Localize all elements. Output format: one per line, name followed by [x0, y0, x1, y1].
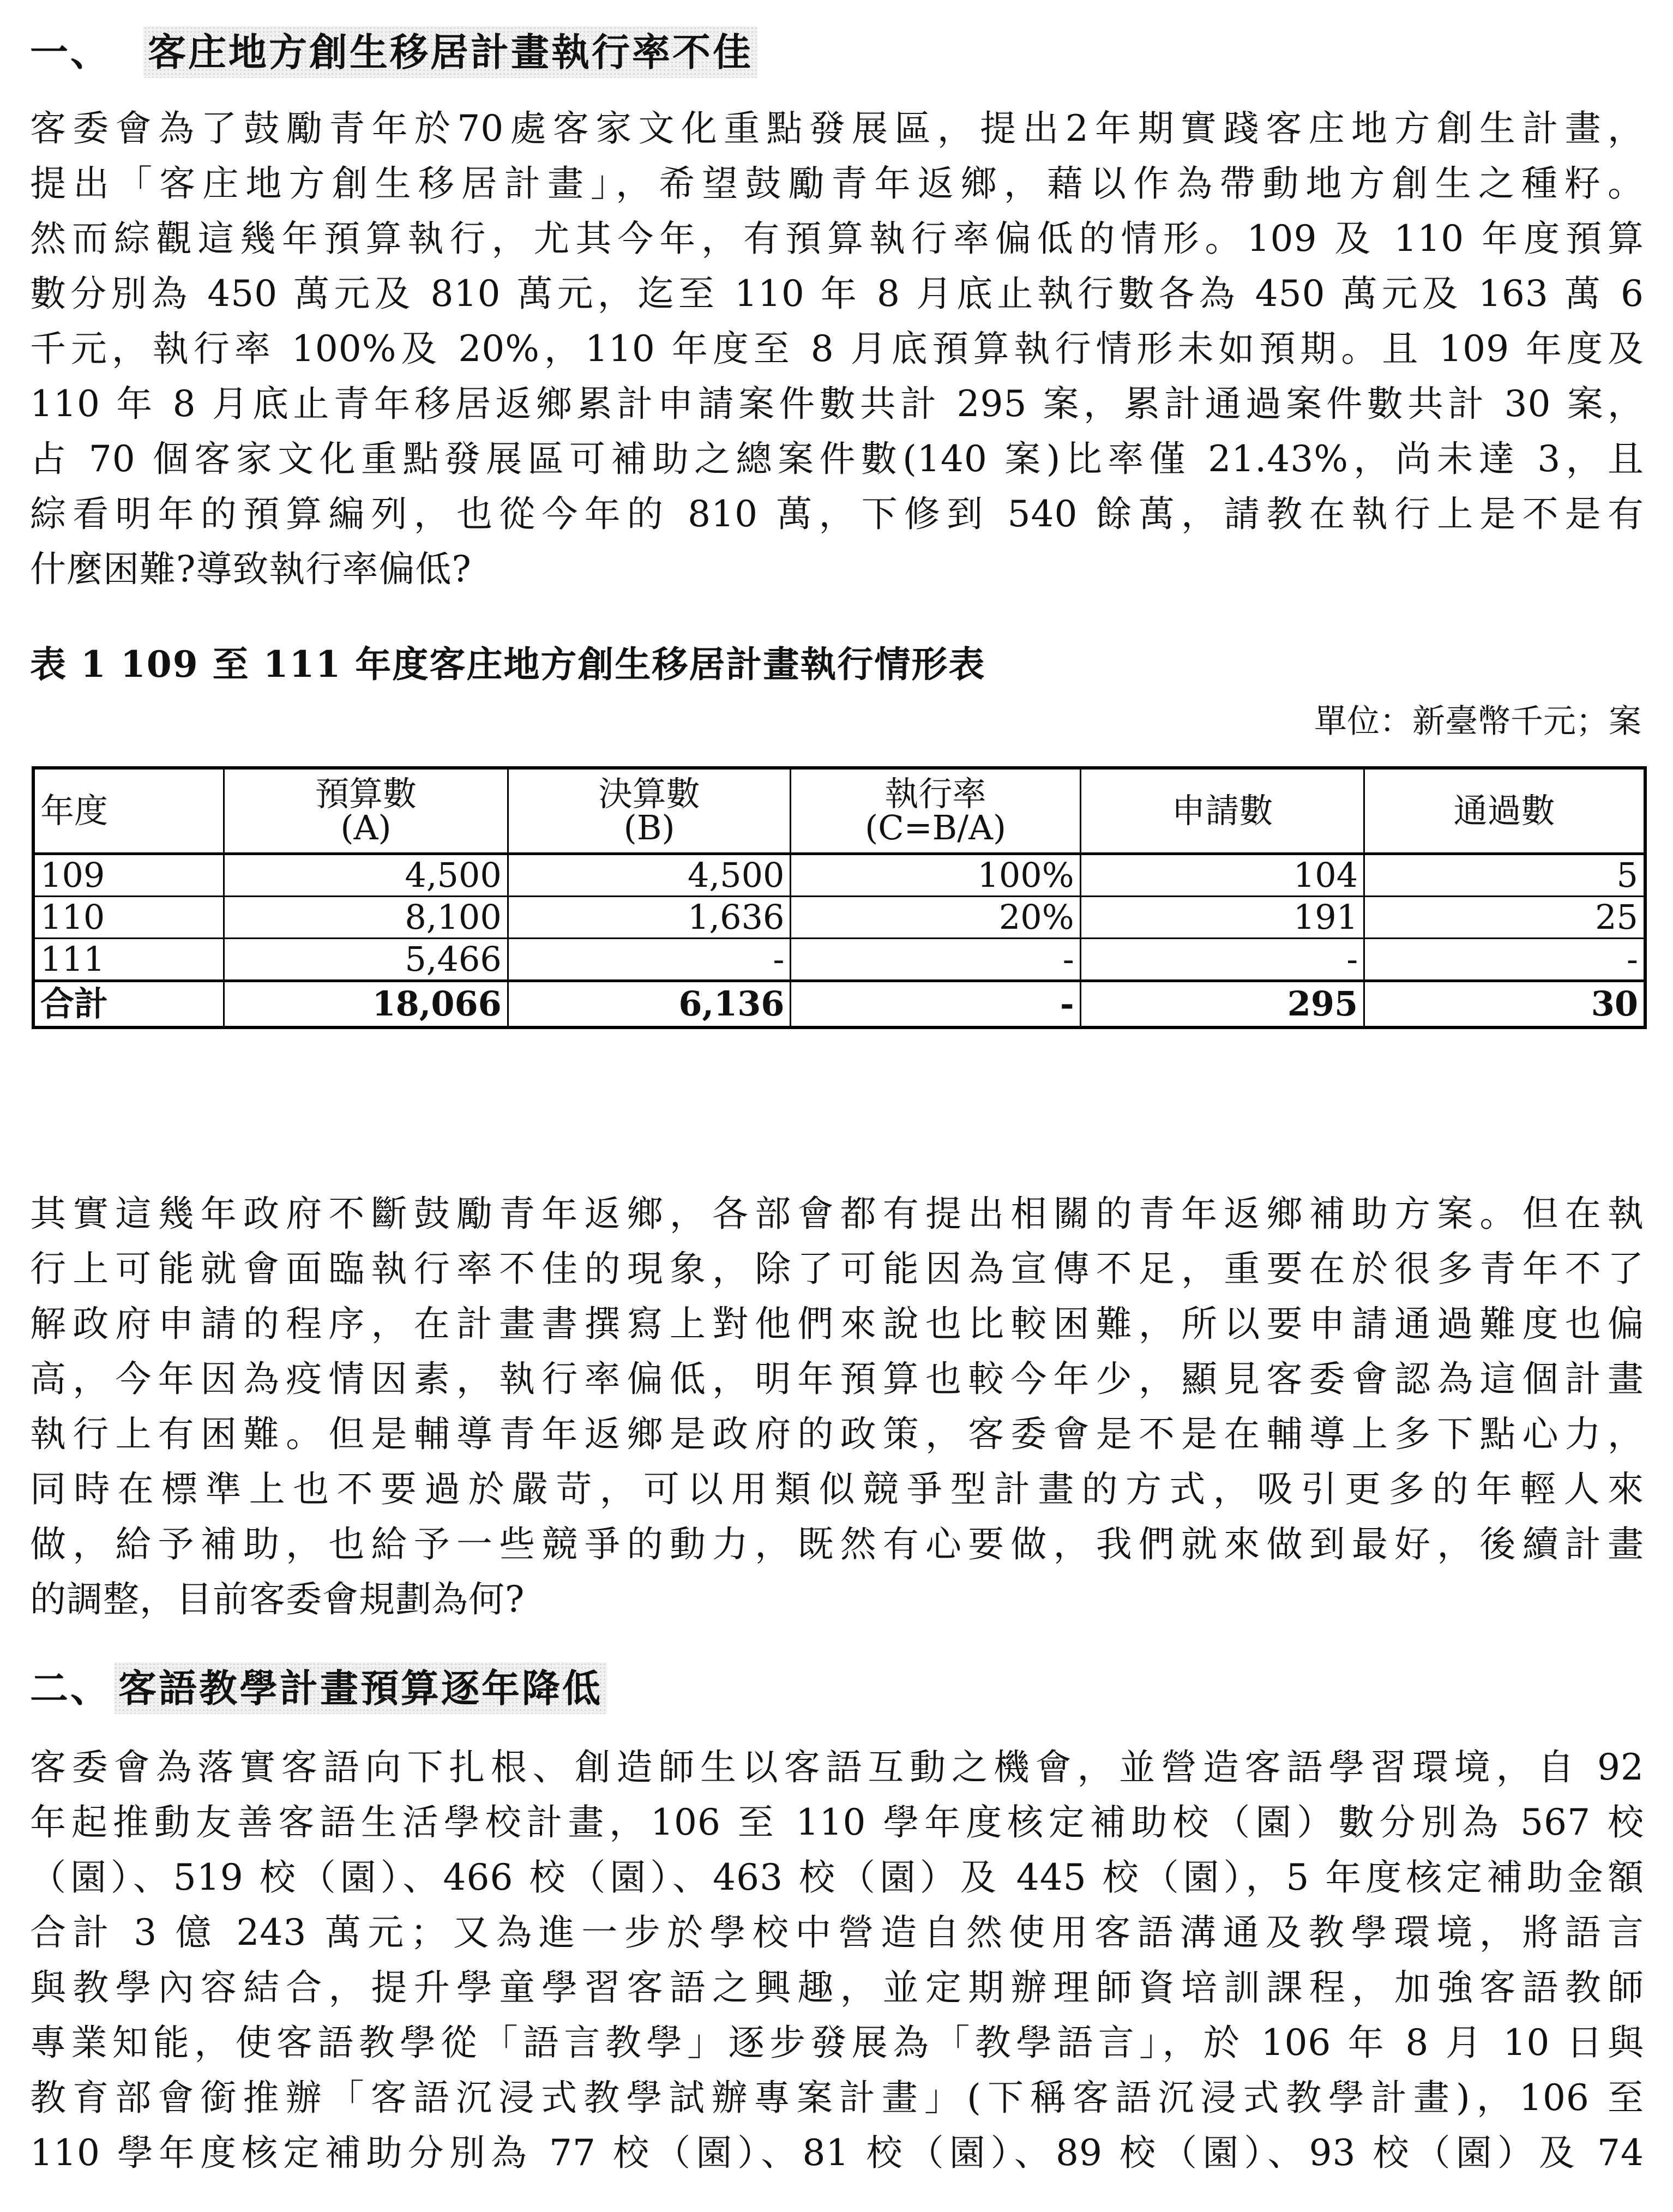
- paragraph-line: 提出「客庄地方創生移居計畫」，希望鼓勵青年返鄉，藉以作為帶動地方創生之種籽。: [30, 163, 1644, 205]
- section-1-number: 一、: [30, 29, 111, 75]
- header-year: 年度: [33, 768, 224, 854]
- cell-final: 1,636: [508, 897, 791, 939]
- paragraph-line: 110 年 8 月底止青年移居返鄉累計申請案件數共計 295 案，累計通過案件數共計 30 案，: [30, 383, 1644, 425]
- cell-total-exec-rate: -: [791, 981, 1080, 1028]
- section-1-paragraph: [30, 101, 1644, 597]
- header-applications: 申請數: [1080, 768, 1364, 854]
- paragraph-line: 合計 3 億 243 萬元；又為進一步於學校中營造自然使用客語溝通及教學環境，將語言: [30, 1912, 1644, 1953]
- header-final: 決算數 (B): [508, 768, 791, 854]
- cell-budget: 5,466: [224, 939, 508, 981]
- section-2-heading: [30, 1658, 607, 1713]
- paragraph-line: 教育部會銜推辦「客語沉浸式教學試辦專案計畫」(下稱客語沉浸式教學計畫)，106 至: [30, 2077, 1644, 2119]
- paragraph-line: 行上可能就會面臨執行率不佳的現象，除了可能因為宣傳不足，重要在於很多青年不了: [30, 1248, 1644, 1290]
- paragraph-line: 執行上有困難。但是輔導青年返鄉是政府的政策，客委會是不是在輔導上多下點心力，: [30, 1413, 1644, 1455]
- paragraph-line: 其實這幾年政府不斷鼓勵青年返鄉，各部會都有提出相關的青年返鄉補助方案。但在執: [30, 1193, 1644, 1235]
- paragraph-line: 同時在標準上也不要過於嚴苛，可以用類似競爭型計畫的方式，吸引更多的年輕人來: [30, 1468, 1644, 1510]
- cell-total-label: 合計: [33, 981, 224, 1028]
- section-2-number: 二、: [30, 1666, 111, 1711]
- table-header-row: [33, 768, 1645, 854]
- section-1-discussion-paragraph: [30, 1186, 1644, 1627]
- paragraph-line: 然而綜觀這幾年預算執行，尤其今年，有預算執行率偏低的情形。109 及 110 年度預算: [30, 218, 1644, 260]
- cell-applications: 104: [1080, 854, 1364, 897]
- cell-budget: 4,500: [224, 854, 508, 897]
- table-total-row: [33, 981, 1645, 1028]
- cell-exec-rate: 100%: [791, 854, 1080, 897]
- table-1: [32, 766, 1647, 1029]
- cell-applications: -: [1080, 939, 1364, 981]
- cell-approved: 5: [1364, 854, 1645, 897]
- paragraph-line: （園）、519 校（園）、466 校（園）、463 校（園）及 445 校（園），5 年度核定補助金額: [30, 1856, 1644, 1898]
- table-1-unit: 單位：新臺幣千元；案: [1314, 702, 1641, 741]
- paragraph-line: 解政府申請的程序，在計畫書撰寫上對他們來說也比較困難，所以要申請通過難度也偏: [30, 1303, 1644, 1345]
- table-1-title: 表 1 109 至 111 年度客庄地方創生移居計畫執行情形表: [30, 643, 986, 686]
- section-1-title: 客庄地方創生移居計畫執行率不佳: [143, 26, 757, 78]
- paragraph-line: 年起推動友善客語生活學校計畫，106 至 110 學年度核定補助校（園）數分別為 567 校: [30, 1801, 1644, 1843]
- table-row: [33, 939, 1645, 981]
- cell-final: -: [508, 939, 791, 981]
- cell-total-budget: 18,066: [224, 981, 508, 1028]
- cell-final: 4,500: [508, 854, 791, 897]
- paragraph-line: 客委會為了鼓勵青年於70處客家文化重點發展區，提出2年期實踐客庄地方創生計畫，: [30, 107, 1644, 149]
- cell-approved: 25: [1364, 897, 1645, 939]
- paragraph-line: 做，給予補助，也給予一些競爭的動力，既然有心要做，我們就來做到最好，後續計畫: [30, 1523, 1644, 1565]
- cell-budget: 8,100: [224, 897, 508, 939]
- paragraph-line: 什麼困難?導致執行率偏低?: [30, 548, 472, 590]
- cell-total-approved: 30: [1364, 981, 1645, 1028]
- cell-applications: 191: [1080, 897, 1364, 939]
- paragraph-line: 客委會為落實客語向下扎根、創造師生以客語互動之機會，並營造客語學習環境，自 92: [30, 1746, 1644, 1788]
- section-2-title: 客語教學計畫預算逐年降低: [114, 1662, 607, 1714]
- cell-approved: -: [1364, 939, 1645, 981]
- paragraph-line: 110 學年度核定補助分別為 77 校（園）、81 校（園）、89 校（園）、93 校（園）及 74: [30, 2132, 1644, 2174]
- paragraph-line: 的調整，目前客委會規劃為何?: [30, 1578, 525, 1620]
- paragraph-line: 與教學內容結合，提升學童學習客語之興趣，並定期辦理師資培訓課程，加強客語教師: [30, 1967, 1644, 2009]
- cell-year: 110: [33, 897, 224, 939]
- header-approved: 通過數: [1364, 768, 1645, 854]
- paragraph-line: 數分別為 450 萬元及 810 萬元，迄至 110 年 8 月底止執行數各為 450 萬元及 163 萬 6: [30, 273, 1644, 315]
- section-1-heading: [30, 22, 757, 77]
- table-row: [33, 854, 1645, 897]
- paragraph-line: 千元，執行率 100%及 20%，110 年度至 8 月底預算執行情形未如預期。且 109 年度及: [30, 328, 1644, 370]
- table-row: [33, 897, 1645, 939]
- cell-total-final: 6,136: [508, 981, 791, 1028]
- cell-year: 109: [33, 854, 224, 897]
- cell-exec-rate: -: [791, 939, 1080, 981]
- paragraph-line: 占 70 個客家文化重點發展區可補助之總案件數(140 案)比率僅 21.43%，尚未達 3，且: [30, 438, 1644, 480]
- header-budget: 預算數 (A): [224, 768, 508, 854]
- paragraph-line: 專業知能，使客語教學從「語言教學」逐步發展為「教學語言」，於 106 年 8 月 10 日與: [30, 2022, 1644, 2064]
- cell-exec-rate: 20%: [791, 897, 1080, 939]
- cell-total-applications: 295: [1080, 981, 1364, 1028]
- section-2-paragraph: [30, 1740, 1644, 2180]
- header-exec-rate: 執行率 (C=B/A): [791, 768, 1080, 854]
- cell-year: 111: [33, 939, 224, 981]
- paragraph-line: 高，今年因為疫情因素，執行率偏低，明年預算也較今年少，顯見客委會認為這個計畫: [30, 1358, 1644, 1400]
- paragraph-line: 綜看明年的預算編列，也從今年的 810 萬，下修到 540 餘萬，請教在執行上是不是有: [30, 493, 1644, 535]
